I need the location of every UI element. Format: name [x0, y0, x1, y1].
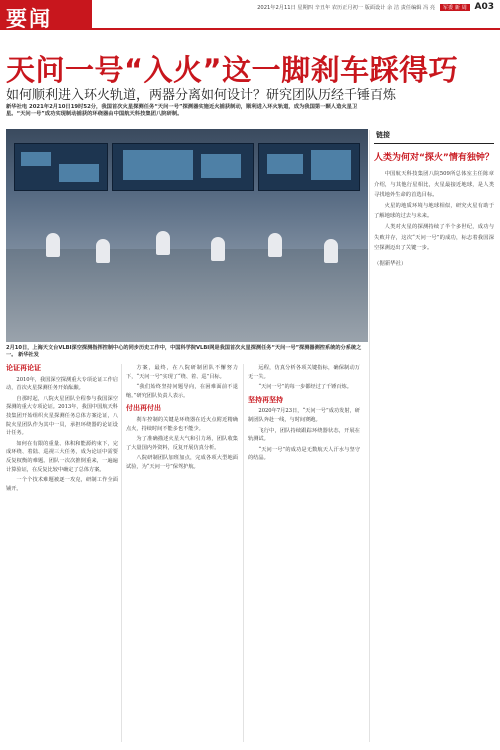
article-column-2 — [126, 364, 238, 474]
date-line: 2021年2月11日 星期四 辛丑年 农历正月初一 版面设计 余 洁 责任编辑 冯 亮 — [257, 5, 436, 11]
sidebar-source: （据新华社） — [374, 260, 407, 267]
subheadline: 如何顺利进入环火轨道，两器分离如何设计？研究团队历经千锤百炼 — [6, 88, 397, 103]
edition-badge: 军委 新 周 — [440, 4, 470, 11]
display-screen — [14, 143, 108, 191]
body-paragraph: 2020年7月23日，“天问一号”成功发射，研制团队奔赴一线，与时间赛跑。 — [248, 408, 360, 423]
staff-figure — [268, 233, 282, 257]
staff-figure — [324, 239, 338, 263]
column-divider — [243, 364, 244, 742]
page-number: A03 — [474, 2, 494, 12]
body-paragraph: 一个个技术难题被逐一攻克，研制工作全面铺开。 — [6, 477, 118, 492]
article-column-1 — [6, 364, 118, 495]
column-divider — [121, 364, 122, 742]
body-paragraph: 方案，最终，在八院研制团队不懈努力下，“天问一号”实现了“绕、着、巡”目标。 — [126, 365, 238, 380]
body-paragraph: 远程，仿真分析各项关键指标，确保制动万无一失。 — [248, 365, 360, 380]
photo-caption: 2月10日，上海天文台VLBI深空探测指挥控制中心的同步历史工作中，中国科学院VLBI网是我国首次火星探测任务“天问一号”探测器测控系统的分系统之一。 新华社发 — [6, 345, 362, 359]
body-paragraph: 八院研制团队加班加点，完成各项大型地面试验，为“天问一号”保驾护航。 — [126, 455, 238, 470]
sidebar-body — [374, 169, 494, 254]
staff-figure — [96, 239, 110, 263]
masthead-meta — [257, 2, 494, 12]
article-column-3 — [248, 364, 360, 465]
body-paragraph: “天问一号”的成功是无数航天人汗水与坚守的结晶。 — [248, 446, 360, 462]
sidebar-paragraph: 火星的地质环境与地球相似，研究火星有助于了解地球的过去与未来。 — [374, 202, 494, 220]
control-desk — [6, 249, 368, 342]
body-paragraph: 如何在有限的重量、体积和能源约束下，完成环绕、着陆、巡视三大任务，成为论证中需要反复权衡的难题。团队一次次推倒重来，一遍遍计算验证，在反复比较中确定了总体方案。 — [6, 440, 118, 473]
section-heading: 论证再论证 — [6, 364, 41, 372]
lead-paragraph: 新华社电 2021年2月10日19时52分，我国首次火星探测任务“天问一号”探测器实施近火捕获制动，顺利进入环火轨道，成为我国第一颗人造火星卫星。“天问一号”成功实现制动捕获的环绕器由中国航天科技集团八院研制。 — [6, 104, 358, 118]
body-paragraph: “我们始终坚持问题导向，在困难面前不退缩。”研究团队负责人表示。 — [126, 384, 238, 399]
section-tab — [0, 0, 92, 30]
masthead — [0, 0, 500, 34]
section-label: 要闻 — [6, 7, 52, 31]
body-paragraph: 飞行中，团队持续跟踪环绕器状态，开展在轨测试。 — [248, 427, 360, 443]
body-paragraph: 自那时起，八院火星团队全程参与我国深空探测的重大专项论证。2013年，我国中国航天科技集团开始组织火星探测任务总体方案论证，八院火星团队作为其中一员，承担环绕器的论证设计任务。 — [6, 395, 118, 437]
staff-figure — [156, 231, 170, 255]
sidebar-tag: 链接 — [374, 130, 494, 144]
display-screen — [258, 143, 360, 191]
headline: 天问一号“入火”这一脚刹车踩得巧 — [6, 53, 459, 87]
section-heading: 坚持再坚持 — [248, 395, 283, 404]
body-paragraph: 刹车控制的关键是环绕器在近火点附近精确点火，持续时间不能多也不能少。 — [126, 416, 238, 432]
sidebar-paragraph: 人类对火星的探测持续了半个多世纪，成功与失败并存，这次“天问一号”的成功，标志着我国深空探测迈出了关键一步。 — [374, 223, 494, 252]
sidebar-divider — [369, 130, 370, 742]
staff-figure — [211, 237, 225, 261]
sidebar-title: 人类为何对“探火”情有独钟？ — [374, 153, 494, 163]
sidebar — [374, 130, 494, 742]
body-paragraph: 为了准确描述火星大气和引力场，团队收集了大量国内外资料，反复开展仿真分析。 — [126, 436, 238, 451]
section-heading: 付出再付出 — [126, 404, 161, 413]
body-paragraph: 2010年，我国深空探测重大专项论证工作启动，首次火星探测任务开始酝酿。 — [6, 376, 118, 392]
sidebar-paragraph: 中国航天科技集团八院509所总体室主任陈章介绍，与其他行星相比，火星最接近地球，是人类寻找地外生命的首选目标。 — [374, 171, 494, 199]
news-photo — [6, 129, 368, 342]
body-paragraph: “天问一号”的每一步都经过了千锤百炼。 — [258, 384, 352, 391]
staff-figure — [46, 233, 60, 257]
display-screen — [112, 143, 254, 191]
masthead-rule — [92, 28, 500, 30]
